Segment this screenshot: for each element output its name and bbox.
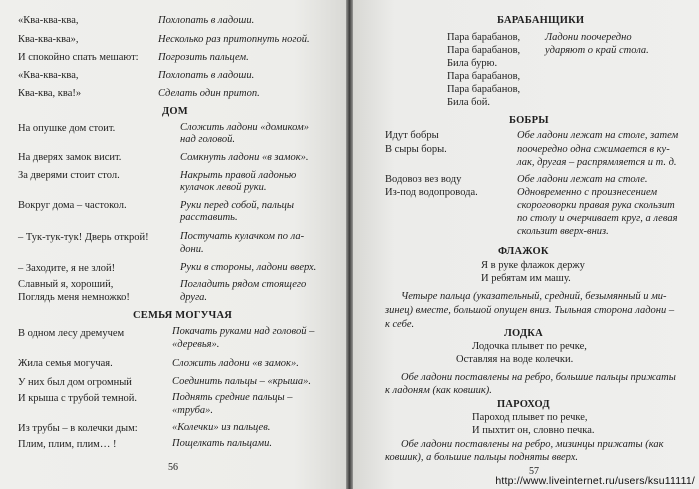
text-line: Из-под водопровода. [385, 187, 478, 198]
text-line: И пыхтит он, словно печка. [472, 425, 595, 436]
text-line: Вокруг дома – частокол. [18, 200, 127, 211]
instruction-line: Одновременно с произнесением [517, 187, 658, 198]
instruction-line: Сложить ладони «в замок». [172, 358, 299, 369]
text-line: Славный я, хороший, [18, 279, 114, 290]
instruction-line: Сомкнуть ладони «в замок». [180, 152, 309, 163]
instruction-line: Постучать кулачком по ла- [180, 231, 305, 242]
section-heading: БОБРЫ [509, 115, 549, 126]
instruction-line: Погрозить пальцем. [158, 52, 249, 63]
text-line: Пара барабанов, [447, 71, 521, 82]
instruction-line: Похлопать в ладоши. [158, 15, 255, 26]
section-heading: СЕМЬЯ МОГУЧАЯ [133, 310, 233, 321]
text-line: В одном лесу дремучем [18, 328, 125, 339]
left-page [0, 0, 346, 489]
text-line: «Ква-ква-ква, [18, 70, 79, 81]
instruction-line: Сложить ладони «домиком» [180, 122, 309, 133]
text-line: Била бурю. [447, 58, 498, 69]
instruction-line: «труба». [172, 405, 214, 416]
text-line: – Заходите, я не злой! [18, 263, 116, 274]
text-line: На опушке дом стоит. [18, 123, 116, 134]
text-line: Из трубы – в колечки дым: [18, 423, 138, 434]
text-line: Ква-ква, ква!» [18, 88, 82, 99]
instruction-line: Погладить рядом стоящего [180, 279, 307, 290]
text-line: Лодочка плывет по речке, [472, 341, 587, 352]
instruction-line: Руки перед собой, пальцы [180, 200, 294, 211]
instruction-line: ковшик), а большие пальцы подняты вверх. [385, 452, 579, 463]
instruction-line: Несколько раз притопнуть ногой. [158, 34, 310, 45]
instruction-line: поочередно одна сжимается в ку- [517, 144, 670, 155]
book-gutter [346, 0, 353, 489]
instruction-line: «деревья». [172, 339, 220, 350]
text-line: Била бой. [447, 97, 491, 108]
text-line: У них был дом огромный [18, 377, 132, 388]
section-heading: ФЛАЖОК [498, 246, 549, 257]
text-line: За дверями стоит стол. [18, 170, 120, 181]
text-line: Поглядь меня немножко! [18, 292, 130, 303]
text-line: И спокойно спать мешают: [18, 52, 139, 63]
instruction-line: зинец) вместе, большой опущен вниз. Тыльная сторона ладони – [385, 305, 675, 316]
instruction-line: Обе ладони лежат на столе, затем [517, 130, 679, 141]
instruction-line: «Колечки» из пальцев. [172, 422, 271, 433]
instruction-line: ударяют о край стола. [545, 45, 649, 56]
instruction-line: Сделать один притоп. [158, 88, 260, 99]
instruction-line: к себе. [385, 319, 415, 330]
text-line: Оставляя на воде колечки. [456, 354, 574, 365]
text-line: Я в руке флажок держу [481, 260, 585, 271]
instruction-line: Обе ладони лежат на столе. [517, 174, 648, 185]
text-line: Плим, плим, плим… ! [18, 439, 117, 450]
instruction-line: Похлопать в ладоши. [158, 70, 255, 81]
instruction-line: Поднять средние пальцы – [172, 392, 293, 403]
text-line: Ква-ква-ква», [18, 34, 79, 45]
section-heading: ДОМ [162, 106, 188, 117]
instruction-line: кулачок левой руки. [180, 182, 267, 193]
instruction-line: Ладони поочередно [545, 32, 632, 43]
instruction-line: лак, другая – распрямляется и т. д. [517, 157, 677, 168]
instruction-line: дони. [180, 244, 204, 255]
page-number: 56 [168, 462, 178, 473]
text-line: В сыры боры. [385, 144, 447, 155]
instruction-line: друга. [180, 292, 208, 303]
text-line: И крыша с трубой темной. [18, 393, 138, 404]
section-heading: БАРАБАНЩИКИ [497, 15, 585, 26]
instruction-line: расставить. [180, 212, 238, 223]
instruction-line: Покачать руками над головой – [172, 326, 315, 337]
text-line: «Ква-ква-ква, [18, 15, 79, 26]
watermark-url: http://www.liveinternet.ru/users/ksu11111/ [495, 475, 695, 487]
instruction-line: по столу и очерчивает круг, а левая [517, 213, 678, 224]
instruction-line: скороговорки правая рука скользит [517, 200, 675, 211]
instruction-line: к ладоням (как ковшик). [385, 385, 492, 396]
page-number: 57 [529, 466, 539, 477]
instruction-line: Накрыть правой ладонью [180, 170, 297, 181]
instruction-line: Четыре пальца (указательный, средний, безымянный и ми- [401, 291, 667, 302]
text-line: И ребятам им машу. [481, 273, 571, 284]
text-line: Жила семья могучая. [18, 358, 113, 369]
instruction-line: Соединить пальцы – «крыша». [172, 376, 312, 387]
text-line: Идут бобры [385, 130, 439, 141]
instruction-line: Обе ладони поставлены на ребро, мизинцы прижаты (как [401, 439, 664, 450]
section-heading: ПАРОХОД [497, 399, 550, 410]
section-heading: ЛОДКА [504, 328, 543, 339]
text-line: Пароход плывет по речке, [472, 412, 588, 423]
text-line: Пара барабанов, [447, 45, 521, 56]
text-line: Пара барабанов, [447, 32, 521, 43]
instruction-line: Руки в стороны, ладони вверх. [180, 262, 317, 273]
instruction-line: Пощелкать пальцами. [172, 438, 272, 449]
instruction-line: над головой. [180, 134, 235, 145]
right-page [353, 0, 699, 489]
instruction-line: Обе ладони поставлены на ребро, большие пальцы прижаты [401, 372, 676, 383]
text-line: На дверях замок висит. [18, 152, 122, 163]
text-line: Водовоз вез воду [385, 174, 462, 185]
text-line: – Тук-тук-тук! Дверь открой! [18, 232, 149, 243]
text-line: Пара барабанов, [447, 84, 521, 95]
instruction-line: скользит вверх-вниз. [517, 226, 609, 237]
